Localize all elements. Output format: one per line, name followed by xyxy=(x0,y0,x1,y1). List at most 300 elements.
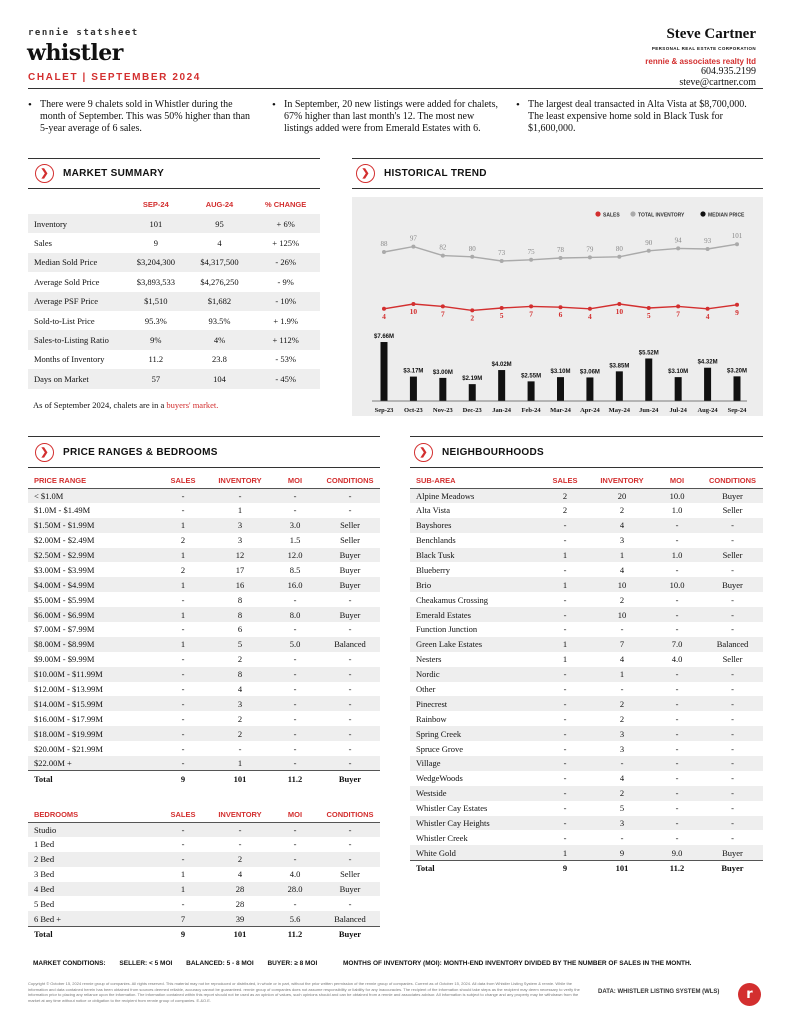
table-cell: 2 xyxy=(210,726,270,741)
column-header: BEDROOMS xyxy=(28,808,156,822)
table-cell: 1 xyxy=(237,505,243,516)
table-cell: Emerald Estates xyxy=(410,607,538,622)
table-cell: - xyxy=(731,832,734,843)
table-cell: 2 xyxy=(592,696,652,711)
table-row xyxy=(28,369,320,388)
table-cell: - xyxy=(652,756,702,771)
table-cell: 1 xyxy=(156,607,210,622)
x-tick-label: Feb-24 xyxy=(521,407,541,414)
table-cell: 9 xyxy=(156,771,210,786)
table-cell: - xyxy=(320,822,380,837)
table-cell: 5 xyxy=(210,637,270,652)
table-cell: 101 xyxy=(592,860,652,875)
table-cell: 1 xyxy=(156,577,210,592)
table-cell: - xyxy=(652,696,702,711)
table-cell: 8 xyxy=(210,667,270,682)
legend-buyer: BUYER: ≥ 8 MOI xyxy=(267,960,318,967)
table-cell: 2 xyxy=(592,786,652,801)
legend-balanced: BALANCED: 5 - 8 MOI xyxy=(186,960,254,967)
table-cell: $5.00M - $5.99M xyxy=(34,594,95,605)
sales-point xyxy=(706,307,710,311)
inventory-point xyxy=(470,255,474,259)
column-header: SEP-24 xyxy=(142,200,169,209)
market-note-highlight: buyers' market. xyxy=(166,400,219,410)
table-row xyxy=(410,845,763,860)
inventory-label: 73 xyxy=(498,249,506,257)
table-cell: Total xyxy=(28,771,156,786)
table-row xyxy=(410,488,763,503)
section-title: MARKET SUMMARY xyxy=(63,167,165,179)
table-row xyxy=(410,830,763,845)
table-row xyxy=(28,518,380,533)
column-header: CONDITIONS xyxy=(320,474,380,488)
section-title: HISTORICAL TREND xyxy=(384,167,487,179)
table-cell: - xyxy=(156,726,210,741)
table-cell: - xyxy=(293,624,297,635)
inventory-label: 82 xyxy=(439,243,447,252)
sales-label: 5 xyxy=(646,311,651,320)
table-cell: 8.5 xyxy=(289,564,301,575)
table-cell: 1 xyxy=(592,548,652,563)
table-cell: - xyxy=(620,832,624,843)
table-cell: - xyxy=(731,713,734,724)
table-row xyxy=(28,822,380,837)
sales-label: 10 xyxy=(409,307,418,316)
table-cell: - xyxy=(348,505,352,516)
table-cell: - xyxy=(652,786,702,801)
sales-label: 7 xyxy=(440,309,445,319)
table-cell: Sold-to-List Price xyxy=(34,315,95,326)
x-tick-label: Aug-24 xyxy=(697,407,718,414)
table-row xyxy=(410,741,763,756)
column-header: % CHANGE xyxy=(265,200,307,209)
table-cell: Buyer xyxy=(339,564,361,575)
table-cell: Brio xyxy=(410,577,538,592)
column-header: CONDITIONS xyxy=(320,808,380,822)
table-row xyxy=(28,233,320,252)
table-row xyxy=(410,592,763,607)
median-price-bar xyxy=(586,377,593,401)
table-cell: Buyer xyxy=(320,771,380,786)
inventory-point xyxy=(706,247,710,251)
agent-name: Steve Cartner xyxy=(666,26,756,42)
table-cell: + 125% xyxy=(272,238,300,249)
table-cell: - xyxy=(702,816,763,831)
table-cell: Seller xyxy=(722,654,743,665)
table-cell: Village xyxy=(410,756,538,771)
table-cell: Total xyxy=(28,926,156,941)
table-cell: Balanced xyxy=(320,637,380,652)
table-row xyxy=(410,816,763,831)
table-cell: $12.00M - $13.99M xyxy=(34,684,103,695)
table-cell: Buyer xyxy=(320,548,380,563)
inventory-point xyxy=(617,255,621,259)
table-cell: $14.00M - $15.99M xyxy=(28,696,156,711)
table-cell: 11.2 xyxy=(270,771,320,786)
table-cell: - xyxy=(675,594,679,605)
table-cell: 4 xyxy=(592,518,652,533)
column-header: SALES xyxy=(156,808,210,822)
table-cell: 2 Bed xyxy=(28,852,156,867)
median-price-label: $4.32M xyxy=(697,359,718,366)
table-cell: Alta Vista xyxy=(416,505,451,516)
inventory-point xyxy=(588,255,592,259)
page-subtitle: CHALET | SEPTEMBER 2024 xyxy=(28,72,201,83)
section-title: PRICE RANGES & BEDROOMS xyxy=(63,446,218,458)
table-cell: - xyxy=(156,756,210,771)
price-ranges-table xyxy=(28,474,380,786)
sales-label: 6 xyxy=(558,310,563,320)
x-tick-label: Jul-24 xyxy=(669,407,687,414)
historical-trend-chart xyxy=(352,197,763,416)
table-cell: 28 xyxy=(210,882,270,897)
table-cell: - xyxy=(563,535,567,546)
table-row xyxy=(28,214,320,233)
table-cell: Black Tusk xyxy=(410,548,538,563)
sales-label: 7 xyxy=(529,309,533,319)
table-cell: $4.00M - $4.99M xyxy=(28,577,156,592)
sales-point xyxy=(382,307,386,311)
table-row xyxy=(28,852,380,867)
inventory-label: 88 xyxy=(380,240,388,248)
table-cell: $1.50M - $1.99M xyxy=(28,518,156,533)
table-cell: 10.0 xyxy=(652,488,702,503)
table-cell: - xyxy=(563,832,567,843)
table-row xyxy=(410,696,763,711)
table-cell: White Gold xyxy=(410,845,538,860)
median-price-label: $3.85M xyxy=(609,363,630,370)
column-header: MOI xyxy=(270,808,320,822)
table-cell: $1,510 xyxy=(124,292,188,311)
table-total-row xyxy=(410,860,763,875)
table-cell: 1 xyxy=(156,882,210,897)
table-cell: - xyxy=(563,773,567,784)
x-tick-label: Apr-24 xyxy=(580,407,600,414)
inventory-point xyxy=(735,242,739,246)
sales-point xyxy=(411,302,415,306)
table-cell: < $1.0M xyxy=(28,488,156,503)
table-cell: 1 xyxy=(210,756,270,771)
table-cell: 8 xyxy=(237,594,243,605)
table-cell: Whistler Creek xyxy=(416,832,468,843)
table-cell: 1 xyxy=(538,637,592,652)
table-cell: 101 xyxy=(124,214,188,233)
table-cell: - xyxy=(270,667,320,682)
table-cell: 3 Bed xyxy=(34,869,55,880)
inventory-label: 93 xyxy=(704,237,712,245)
column-header: SALES xyxy=(538,474,592,488)
agent-title: PERSONAL REAL ESTATE CORPORATION xyxy=(651,46,756,51)
market-summary-header xyxy=(35,163,164,183)
table-cell: $10.00M - $11.99M xyxy=(28,667,156,682)
table-cell: 4 xyxy=(619,564,625,575)
table-cell: Nordic xyxy=(410,667,538,682)
table-cell: - xyxy=(675,535,679,546)
market-summary-table xyxy=(28,195,320,389)
table-cell: - xyxy=(731,624,734,635)
legend-label: TOTAL INVENTORY xyxy=(638,212,685,219)
agent-phone[interactable]: 604.935.2199 xyxy=(701,66,756,77)
table-cell: $22.00M + xyxy=(28,756,156,771)
table-row xyxy=(28,253,320,272)
table-row xyxy=(28,488,380,503)
data-source: DATA: WHISTLER LISTING SYSTEM (WLS) xyxy=(598,989,720,995)
table-cell: 9% xyxy=(124,330,188,349)
table-row xyxy=(28,756,380,771)
table-cell: - xyxy=(702,667,763,682)
table-row xyxy=(410,622,763,637)
table-cell: 3 xyxy=(210,518,270,533)
table-cell: Seller xyxy=(702,548,763,563)
median-price-bar xyxy=(469,384,476,401)
table-cell: - xyxy=(181,743,185,754)
table-cell: 9 xyxy=(538,860,592,875)
table-row xyxy=(28,726,380,741)
table-cell: Rainbow xyxy=(416,713,447,724)
sales-label: 10 xyxy=(615,307,624,316)
table-cell: - xyxy=(348,654,352,665)
table-row xyxy=(28,577,380,592)
table-cell: 4 xyxy=(619,773,625,784)
x-tick-label: Nov-23 xyxy=(432,407,453,414)
table-cell: 3 xyxy=(210,696,270,711)
median-price-bar xyxy=(675,377,682,401)
table-cell: - xyxy=(181,713,185,724)
moi-definition: MONTHS OF INVENTORY (MOI): MONTH-END INVENTORY DIVIDED BY THE NUMBER OF SALES IN THE MONTH. xyxy=(343,960,692,967)
median-price-bar xyxy=(528,381,535,401)
table-cell: - xyxy=(320,726,380,741)
table-cell: - xyxy=(675,743,679,754)
table-row xyxy=(410,786,763,801)
table-cell: - xyxy=(702,756,763,771)
table-cell: Buyer xyxy=(702,860,763,875)
table-cell: 4.0 xyxy=(671,654,683,665)
table-cell: - xyxy=(563,803,567,814)
table-cell: Seller xyxy=(722,505,743,516)
median-price-bar xyxy=(410,377,417,401)
table-cell: - xyxy=(320,488,380,503)
table-cell: - xyxy=(731,803,734,814)
table-cell: - xyxy=(702,607,763,622)
table-cell: - xyxy=(348,684,352,695)
table-cell: 20 xyxy=(592,488,652,503)
table-cell: - xyxy=(731,535,734,546)
table-row xyxy=(410,503,763,518)
trend-chart-svg xyxy=(352,197,763,416)
chevron-right-icon: ❯ xyxy=(35,164,54,183)
table-cell: 2 xyxy=(180,535,186,546)
table-cell: 3.0 xyxy=(270,518,320,533)
table-cell: WedgeWoods xyxy=(416,773,463,784)
median-price-bar xyxy=(498,370,505,401)
table-cell: Other xyxy=(416,684,436,695)
table-cell: - xyxy=(270,822,320,837)
table-header-row xyxy=(28,195,320,214)
table-cell: $4,317,500 xyxy=(188,253,252,272)
table-row xyxy=(28,637,380,652)
table-cell: Balanced xyxy=(320,911,380,926)
table-cell: 7 xyxy=(156,911,210,926)
x-tick-label: Sep-23 xyxy=(374,407,394,414)
table-cell: $3.00M - $3.99M xyxy=(34,564,95,575)
table-row xyxy=(410,771,763,786)
table-cell: 7.0 xyxy=(652,637,702,652)
table-cell: Buyer xyxy=(320,577,380,592)
table-cell: $3,893,533 xyxy=(136,276,175,287)
table-row xyxy=(28,682,380,697)
table-cell: 1 xyxy=(592,667,652,682)
median-price-bar xyxy=(645,358,652,401)
table-cell: Westside xyxy=(410,786,538,801)
table-cell: - xyxy=(702,726,763,741)
table-cell: Bayshores xyxy=(410,518,538,533)
table-cell: Seller xyxy=(340,869,360,880)
median-price-bar xyxy=(381,342,388,401)
section-underline xyxy=(28,188,320,189)
inventory-label: 90 xyxy=(645,238,653,247)
sales-label: 5 xyxy=(499,311,504,320)
table-cell: Spring Creek xyxy=(410,726,538,741)
table-cell: - 45% xyxy=(251,369,320,388)
table-row xyxy=(410,637,763,652)
median-price-label: $3.10M xyxy=(550,369,571,376)
sales-point xyxy=(559,305,563,309)
table-cell: - xyxy=(563,594,567,605)
table-cell: Balanced xyxy=(702,637,763,652)
table-row xyxy=(28,607,380,622)
table-cell: 93.5% xyxy=(208,315,231,326)
table-row xyxy=(28,741,380,756)
table-row xyxy=(28,667,380,682)
table-cell: 4 xyxy=(217,238,222,249)
inventory-point xyxy=(647,249,651,253)
table-cell: 11.2 xyxy=(270,926,320,941)
legend-dot xyxy=(700,211,705,216)
table-cell: - xyxy=(675,832,679,843)
table-cell: - xyxy=(181,684,185,695)
section-underline xyxy=(28,467,380,468)
table-cell: - xyxy=(210,822,270,837)
table-cell: $2.50M - $2.99M xyxy=(28,548,156,563)
historical-trend-header xyxy=(356,163,487,183)
table-row xyxy=(28,711,380,726)
sales-point xyxy=(735,303,739,307)
table-cell: - xyxy=(293,505,297,516)
table-cell: - xyxy=(538,786,592,801)
median-price-label: $3.20M xyxy=(726,368,748,375)
table-cell: 8.0 xyxy=(270,607,320,622)
table-cell: 101 xyxy=(210,926,270,941)
section-divider xyxy=(352,158,763,159)
table-cell: Pinecrest xyxy=(410,696,538,711)
table-header-row xyxy=(28,474,380,488)
table-cell: 1 xyxy=(156,518,210,533)
table-cell: - xyxy=(348,624,352,635)
brand-label: rennie statsheet xyxy=(28,28,139,38)
agent-email[interactable]: steve@cartner.com xyxy=(679,77,756,88)
table-cell: - xyxy=(270,852,320,867)
median-price-label: $5.52M xyxy=(638,350,659,357)
table-row xyxy=(28,350,320,369)
table-cell: 1 xyxy=(180,869,186,880)
table-cell: 1 xyxy=(538,548,592,563)
table-cell: 9.0 xyxy=(652,845,702,860)
table-cell: $1.0M - $1.49M xyxy=(34,505,91,516)
table-cell: - xyxy=(181,594,185,605)
table-cell: Buyer xyxy=(702,577,763,592)
table-cell: $3,204,300 xyxy=(124,253,188,272)
table-cell: 39 xyxy=(210,911,270,926)
x-tick-label: Dec-23 xyxy=(462,407,482,414)
median-price-bar xyxy=(734,376,741,401)
table-cell: Alpine Meadows xyxy=(410,488,538,503)
x-tick-label: Mar-24 xyxy=(550,407,571,414)
table-cell: - xyxy=(652,607,702,622)
table-cell: 1.0 xyxy=(652,548,702,563)
table-cell: - xyxy=(181,654,185,665)
table-cell: Buyer xyxy=(320,926,380,941)
table-cell: 1 xyxy=(538,845,592,860)
legend-dot xyxy=(630,211,635,216)
table-header-row xyxy=(28,808,380,822)
table-cell: 6 xyxy=(237,624,243,635)
table-cell: Whistler Cay Heights xyxy=(410,816,538,831)
table-cell: - xyxy=(293,898,297,909)
table-cell: Buyer xyxy=(702,488,763,503)
table-row xyxy=(410,711,763,726)
column-header: AUG-24 xyxy=(205,200,234,209)
table-row xyxy=(28,882,380,897)
table-cell: - xyxy=(675,564,679,575)
table-cell: 12 xyxy=(210,548,270,563)
median-price-label: $3.17M xyxy=(403,368,424,375)
summary-bullet: • In September, 20 new listings were added for chalets, 67% higher than last month's 12. The most new listings added were from Emerald Estates with 6. xyxy=(272,99,504,135)
legend-label: MEDIAN PRICE xyxy=(708,212,745,219)
table-cell: 3 xyxy=(592,816,652,831)
table-cell: - xyxy=(348,839,352,850)
table-cell: - xyxy=(675,684,679,695)
table-row xyxy=(28,503,380,518)
table-cell: Buyer xyxy=(702,845,763,860)
table-cell: $20.00M - $21.99M xyxy=(34,743,103,754)
table-cell: $18.00M - $19.99M xyxy=(28,726,156,741)
table-cell: - xyxy=(348,594,352,605)
table-cell: Nesters xyxy=(416,654,442,665)
table-cell: 23.8 xyxy=(212,354,227,365)
table-cell: - xyxy=(538,667,592,682)
table-cell: 1 xyxy=(156,637,210,652)
column-header xyxy=(28,195,124,214)
table-cell: - xyxy=(652,726,702,741)
table-cell: - xyxy=(731,594,734,605)
summary-bullet: • The largest deal transacted in Alta Vista at $8,700,000. The least expensive home sold in Black Tusk for $1,600,000. xyxy=(516,99,748,135)
table-row xyxy=(410,801,763,816)
table-cell: 5.0 xyxy=(270,637,320,652)
table-cell: 4 xyxy=(619,654,625,665)
section-title: NEIGHBOURHOODS xyxy=(442,446,544,458)
table-cell: Sales-to-Listing Ratio xyxy=(28,330,124,349)
table-row xyxy=(28,292,320,311)
inventory-point xyxy=(500,259,504,263)
table-cell: - 26% xyxy=(251,253,320,272)
table-cell: 5 xyxy=(619,803,625,814)
table-cell: 3 xyxy=(592,726,652,741)
column-header: INVENTORY xyxy=(210,474,270,488)
table-total-row xyxy=(28,771,380,786)
table-row xyxy=(410,667,763,682)
table-cell: - 53% xyxy=(275,354,296,365)
table-cell: 101 xyxy=(210,771,270,786)
